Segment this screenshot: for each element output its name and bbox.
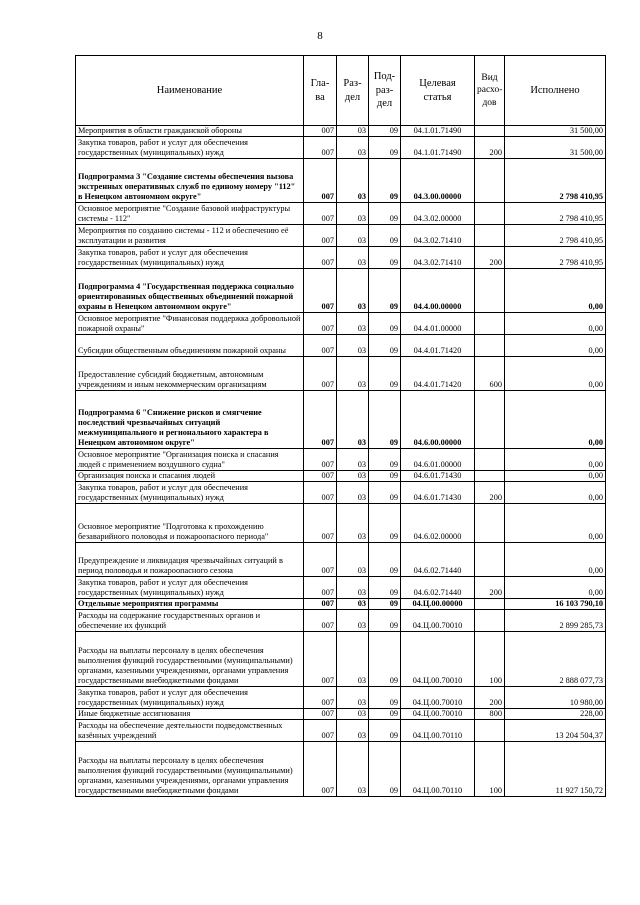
cell-name: Иные бюджетные ассигнования (76, 709, 304, 720)
cell-glava: 007 (304, 610, 337, 632)
cell-amount: 11 927 150,72 (505, 742, 606, 797)
page-number: 8 (317, 30, 323, 42)
table-row (76, 742, 606, 797)
table-row (76, 577, 606, 599)
cell-vid: 200 (475, 687, 505, 709)
header-article: Целевая статья (401, 56, 475, 126)
cell-name: Мероприятия в области гражданской обороны (76, 126, 304, 137)
cell-podrazdel: 09 (369, 471, 401, 482)
cell-vid: 200 (475, 482, 505, 504)
cell-article: 04.1.01.71490 (401, 126, 475, 137)
cell-vid (475, 269, 505, 313)
cell-name: Предупреждение и ликвидация чрезвычайных ситуаций в период половодья и пожароопасного сезона (76, 543, 304, 577)
cell-name: Предоставление субсидий бюджетным, автономным учреждениям и иным некоммерческим организациям (76, 357, 304, 391)
cell-name: Закупка товаров, работ и услуг для обеспечения государственных (муниципальных) нужд (76, 482, 304, 504)
cell-razdel: 03 (337, 543, 369, 577)
table-header-row (76, 56, 606, 126)
table-row (76, 632, 606, 687)
cell-glava: 007 (304, 687, 337, 709)
cell-vid (475, 159, 505, 203)
cell-glava: 007 (304, 357, 337, 391)
cell-amount: 0,00 (505, 504, 606, 543)
cell-podrazdel: 09 (369, 335, 401, 357)
cell-razdel: 03 (337, 449, 369, 471)
cell-glava: 007 (304, 720, 337, 742)
cell-glava: 007 (304, 482, 337, 504)
cell-amount: 2 899 285,73 (505, 610, 606, 632)
cell-amount: 2 798 410,95 (505, 203, 606, 225)
cell-amount: 0,00 (505, 543, 606, 577)
cell-podrazdel: 09 (369, 391, 401, 449)
cell-vid (475, 504, 505, 543)
cell-article: 04.6.02.71440 (401, 577, 475, 599)
cell-glava: 007 (304, 632, 337, 687)
cell-article: 04.3.02.00000 (401, 203, 475, 225)
cell-name: Расходы на выплаты персоналу в целях обеспечения выполнения функций государственными (муниципальными) органами, казенными учреждениями, органами управления государственными внебюджетными фондами (76, 632, 304, 687)
cell-glava: 007 (304, 391, 337, 449)
cell-podrazdel: 09 (369, 449, 401, 471)
cell-article: 04.Ц.00.70010 (401, 610, 475, 632)
cell-vid: 800 (475, 709, 505, 720)
cell-razdel: 03 (337, 599, 369, 610)
cell-name: Основное мероприятие "Создание базовой инфраструктуры системы - 112" (76, 203, 304, 225)
cell-article: 04.Ц.00.70110 (401, 720, 475, 742)
cell-vid (475, 391, 505, 449)
table-row (76, 335, 606, 357)
cell-razdel: 03 (337, 632, 369, 687)
header-glava: Гла- ва (304, 56, 337, 126)
cell-article: 04.4.00.00000 (401, 269, 475, 313)
table-row (76, 391, 606, 449)
cell-amount: 0,00 (505, 269, 606, 313)
cell-podrazdel: 09 (369, 126, 401, 137)
cell-vid: 200 (475, 247, 505, 269)
cell-article: 04.6.02.71440 (401, 543, 475, 577)
cell-razdel: 03 (337, 225, 369, 247)
cell-podrazdel: 09 (369, 137, 401, 159)
table-row (76, 137, 606, 159)
header-podrazdel: Под- раз- дел (369, 56, 401, 126)
cell-article: 04.6.02.00000 (401, 504, 475, 543)
cell-name: Закупка товаров, работ и услуг для обеспечения государственных (муниципальных) нужд (76, 687, 304, 709)
cell-podrazdel: 09 (369, 709, 401, 720)
cell-razdel: 03 (337, 269, 369, 313)
cell-amount: 16 103 790,10 (505, 599, 606, 610)
cell-podrazdel: 09 (369, 577, 401, 599)
cell-name: Мероприятия по созданию системы - 112 и обеспечению её эксплуатации и развития (76, 225, 304, 247)
table-row (76, 357, 606, 391)
cell-glava: 007 (304, 709, 337, 720)
cell-podrazdel: 09 (369, 720, 401, 742)
cell-razdel: 03 (337, 687, 369, 709)
cell-podrazdel: 09 (369, 599, 401, 610)
cell-glava: 007 (304, 543, 337, 577)
cell-podrazdel: 09 (369, 687, 401, 709)
cell-podrazdel: 09 (369, 610, 401, 632)
cell-amount: 2 888 077,73 (505, 632, 606, 687)
table-row (76, 709, 606, 720)
cell-vid: 200 (475, 137, 505, 159)
cell-podrazdel: 09 (369, 159, 401, 203)
cell-article: 04.6.00.00000 (401, 391, 475, 449)
cell-article: 04.6.01.71430 (401, 482, 475, 504)
cell-glava: 007 (304, 504, 337, 543)
cell-article: 04.3.00.00000 (401, 159, 475, 203)
table-row (76, 159, 606, 203)
cell-article: 04.4.01.71420 (401, 357, 475, 391)
cell-amount: 0,00 (505, 335, 606, 357)
cell-name: Подпрограмма 6 "Снижение рисков и смягчение последствий чрезвычайных ситуаций межмуниципального и регионального характера в Ненецком автономном округе" (76, 391, 304, 449)
cell-vid: 100 (475, 742, 505, 797)
table-row (76, 720, 606, 742)
cell-name: Расходы на содержание государственных органов и обеспечение их функций (76, 610, 304, 632)
table-row (76, 126, 606, 137)
cell-vid (475, 599, 505, 610)
cell-amount: 31 500,00 (505, 137, 606, 159)
cell-vid (475, 313, 505, 335)
cell-podrazdel: 09 (369, 225, 401, 247)
cell-amount: 2 798 410,95 (505, 159, 606, 203)
table-row (76, 247, 606, 269)
table-row (76, 687, 606, 709)
cell-razdel: 03 (337, 577, 369, 599)
cell-razdel: 03 (337, 203, 369, 225)
cell-podrazdel: 09 (369, 247, 401, 269)
cell-amount: 0,00 (505, 482, 606, 504)
table-row (76, 543, 606, 577)
cell-name: Расходы на обеспечение деятельности подведомственных казённых учреждений (76, 720, 304, 742)
cell-glava: 007 (304, 335, 337, 357)
cell-glava: 007 (304, 203, 337, 225)
cell-vid (475, 126, 505, 137)
cell-glava: 007 (304, 577, 337, 599)
cell-amount: 0,00 (505, 313, 606, 335)
cell-vid: 100 (475, 632, 505, 687)
cell-vid (475, 225, 505, 247)
cell-razdel: 03 (337, 471, 369, 482)
cell-glava: 007 (304, 471, 337, 482)
cell-razdel: 03 (337, 126, 369, 137)
cell-razdel: 03 (337, 391, 369, 449)
cell-amount: 0,00 (505, 449, 606, 471)
cell-vid (475, 449, 505, 471)
table-body (76, 126, 606, 797)
cell-name: Закупка товаров, работ и услуг для обеспечения государственных (муниципальных) нужд (76, 247, 304, 269)
cell-name: Организация поиска и спасания людей (76, 471, 304, 482)
cell-article: 04.Ц.00.70010 (401, 632, 475, 687)
header-vid: Вид расхо- дов (475, 56, 505, 126)
cell-article: 04.6.01.00000 (401, 449, 475, 471)
cell-name: Закупка товаров, работ и услуг для обеспечения государственных (муниципальных) нужд (76, 577, 304, 599)
table-row (76, 313, 606, 335)
cell-vid (475, 543, 505, 577)
header-razdel: Раз- дел (337, 56, 369, 126)
cell-razdel: 03 (337, 482, 369, 504)
table-row (76, 482, 606, 504)
cell-article: 04.Ц.00.70010 (401, 687, 475, 709)
cell-razdel: 03 (337, 610, 369, 632)
table-row (76, 504, 606, 543)
cell-article: 04.Ц.00.00000 (401, 599, 475, 610)
cell-name: Подпрограмма 3 "Создание системы обеспечения вызова экстренных оперативных служб по единому номеру "112" в Ненецком автономном округе" (76, 159, 304, 203)
cell-name: Основное мероприятие "Подготовка к прохождению безаварийного половодья и пожароопасного периода" (76, 504, 304, 543)
cell-vid: 600 (475, 357, 505, 391)
cell-glava: 007 (304, 247, 337, 269)
cell-razdel: 03 (337, 313, 369, 335)
cell-glava: 007 (304, 225, 337, 247)
cell-article: 04.1.01.71490 (401, 137, 475, 159)
cell-name: Основное мероприятие "Финансовая поддержка добровольной пожарной охраны" (76, 313, 304, 335)
table-row (76, 449, 606, 471)
cell-razdel: 03 (337, 137, 369, 159)
header-name: Наименование (76, 56, 304, 126)
cell-glava: 007 (304, 159, 337, 203)
cell-article: 04.3.02.71410 (401, 247, 475, 269)
cell-vid (475, 203, 505, 225)
cell-podrazdel: 09 (369, 632, 401, 687)
cell-amount: 2 798 410,95 (505, 225, 606, 247)
cell-glava: 007 (304, 313, 337, 335)
cell-article: 04.4.01.00000 (401, 313, 475, 335)
cell-article: 04.Ц.00.70010 (401, 709, 475, 720)
cell-glava: 007 (304, 742, 337, 797)
table-row (76, 269, 606, 313)
expenditure-table (75, 55, 606, 797)
cell-amount: 0,00 (505, 577, 606, 599)
cell-name: Закупка товаров, работ и услуг для обеспечения государственных (муниципальных) нужд (76, 137, 304, 159)
cell-razdel: 03 (337, 720, 369, 742)
cell-podrazdel: 09 (369, 504, 401, 543)
cell-razdel: 03 (337, 709, 369, 720)
cell-vid (475, 335, 505, 357)
table-row (76, 203, 606, 225)
cell-razdel: 03 (337, 159, 369, 203)
cell-glava: 007 (304, 599, 337, 610)
cell-article: 04.6.01.71430 (401, 471, 475, 482)
cell-podrazdel: 09 (369, 203, 401, 225)
cell-razdel: 03 (337, 247, 369, 269)
cell-podrazdel: 09 (369, 482, 401, 504)
cell-vid (475, 720, 505, 742)
cell-razdel: 03 (337, 335, 369, 357)
cell-name: Расходы на выплаты персоналу в целях обеспечения выполнения функций государственными (муниципальными) органами, казенными учреждениями, органами управления государственными внебюджетными фондами (76, 742, 304, 797)
table-row (76, 599, 606, 610)
cell-vid: 200 (475, 577, 505, 599)
cell-glava: 007 (304, 449, 337, 471)
cell-article: 04.4.01.71420 (401, 335, 475, 357)
cell-razdel: 03 (337, 504, 369, 543)
cell-podrazdel: 09 (369, 269, 401, 313)
cell-amount: 228,00 (505, 709, 606, 720)
cell-podrazdel: 09 (369, 313, 401, 335)
cell-amount: 13 204 504,37 (505, 720, 606, 742)
cell-razdel: 03 (337, 742, 369, 797)
cell-podrazdel: 09 (369, 357, 401, 391)
cell-razdel: 03 (337, 357, 369, 391)
cell-glava: 007 (304, 269, 337, 313)
cell-name: Субсидии общественным объединениям пожарной охраны (76, 335, 304, 357)
cell-vid (475, 610, 505, 632)
cell-podrazdel: 09 (369, 742, 401, 797)
cell-vid (475, 471, 505, 482)
cell-amount: 0,00 (505, 391, 606, 449)
cell-article: 04.Ц.00.70110 (401, 742, 475, 797)
cell-podrazdel: 09 (369, 543, 401, 577)
cell-glava: 007 (304, 137, 337, 159)
table-row (76, 471, 606, 482)
cell-name: Отдельные мероприятия программы (76, 599, 304, 610)
header-amount: Исполнено (505, 56, 606, 126)
cell-name: Основное мероприятие "Организация поиска и спасания людей с применением воздушного судна" (76, 449, 304, 471)
cell-amount: 2 798 410,95 (505, 247, 606, 269)
cell-amount: 0,00 (505, 471, 606, 482)
cell-amount: 0,00 (505, 357, 606, 391)
cell-name: Подпрограмма 4 "Государственная поддержка социально ориентированных общественных объединений пожарной охраны в Ненецком автономном округе" (76, 269, 304, 313)
cell-article: 04.3.02.71410 (401, 225, 475, 247)
cell-glava: 007 (304, 126, 337, 137)
table-row (76, 225, 606, 247)
cell-amount: 31 500,00 (505, 126, 606, 137)
table-row (76, 610, 606, 632)
cell-amount: 10 980,00 (505, 687, 606, 709)
